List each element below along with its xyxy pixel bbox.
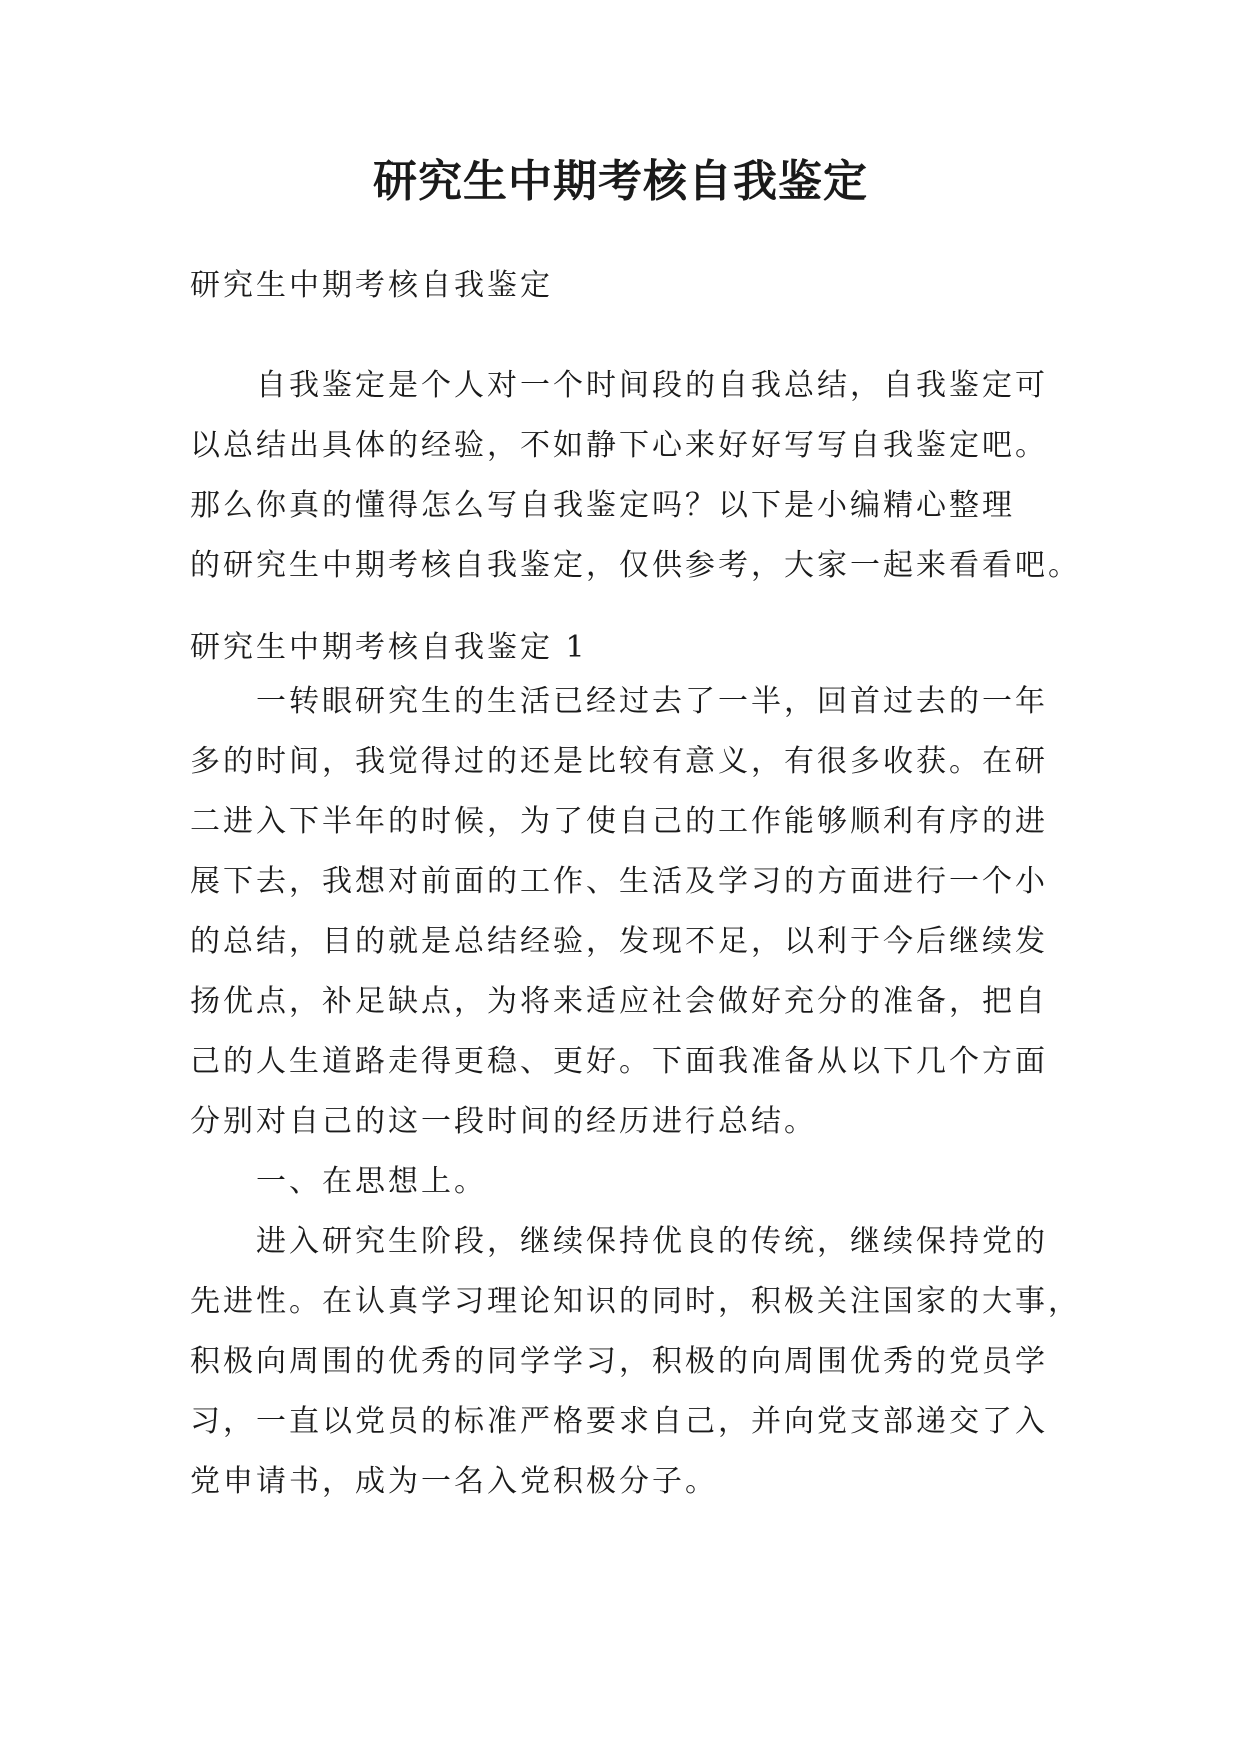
body-line: 积极向周围的优秀的同学学习，积极的向周围优秀的党员学 <box>190 1344 1048 1379</box>
body-line: 扬优点，补足缺点，为将来适应社会做好充分的准备，把自 <box>190 984 1048 1019</box>
body-line: 进入研究生阶段，继续保持优良的传统，继续保持党的 <box>256 1224 1048 1259</box>
body-line: 分别对自己的这一段时间的经历进行总结。 <box>190 1104 817 1139</box>
subtitle-line: 研究生中期考核自我鉴定 <box>190 268 553 303</box>
body-line: 党申请书，成为一名入党积极分子。 <box>190 1464 718 1499</box>
document-subtitle <box>190 256 1070 316</box>
intro-line: 以总结出具体的经验，不如静下心来好好写写自我鉴定吧。 <box>190 428 1048 463</box>
section-heading <box>190 618 1070 678</box>
body-paragraph-1 <box>190 672 1070 1152</box>
body-line: 先进性。在认真学习理论知识的同时，积极关注国家的大事， <box>190 1284 1081 1319</box>
intro-line: 自我鉴定是个人对一个时间段的自我总结，自我鉴定可 <box>256 368 1048 403</box>
body-line: 多的时间，我觉得过的还是比较有意义，有很多收获。在研 <box>190 744 1048 779</box>
intro-line: 那么你真的懂得怎么写自我鉴定吗？以下是小编精心整理 <box>190 488 1015 523</box>
subheading-text: 一、在思想上。 <box>256 1164 487 1199</box>
body-line: 二进入下半年的时候，为了使自己的工作能够顺利有序的进 <box>190 804 1048 839</box>
body-line: 己的人生道路走得更稳、更好。下面我准备从以下几个方面 <box>190 1044 1048 1079</box>
body-line: 习，一直以党员的标准严格要求自己，并向党支部递交了入 <box>190 1404 1048 1439</box>
body-line: 一转眼研究生的生活已经过去了一半，回首过去的一年 <box>256 684 1048 719</box>
body-line: 展下去，我想对前面的工作、生活及学习的方面进行一个小 <box>190 864 1048 899</box>
subheading <box>190 1152 1070 1212</box>
intro-paragraph <box>190 356 1081 596</box>
document-title: 研究生中期考核自我鉴定 <box>373 156 868 207</box>
intro-line: 的研究生中期考核自我鉴定，仅供参考，大家一起来看看吧。 <box>190 548 1081 583</box>
section-heading-text: 研究生中期考核自我鉴定 1 <box>190 630 588 665</box>
body-line: 的总结，目的就是总结经验，发现不足，以利于今后继续发 <box>190 924 1048 959</box>
body-paragraph-2 <box>190 1212 1081 1512</box>
